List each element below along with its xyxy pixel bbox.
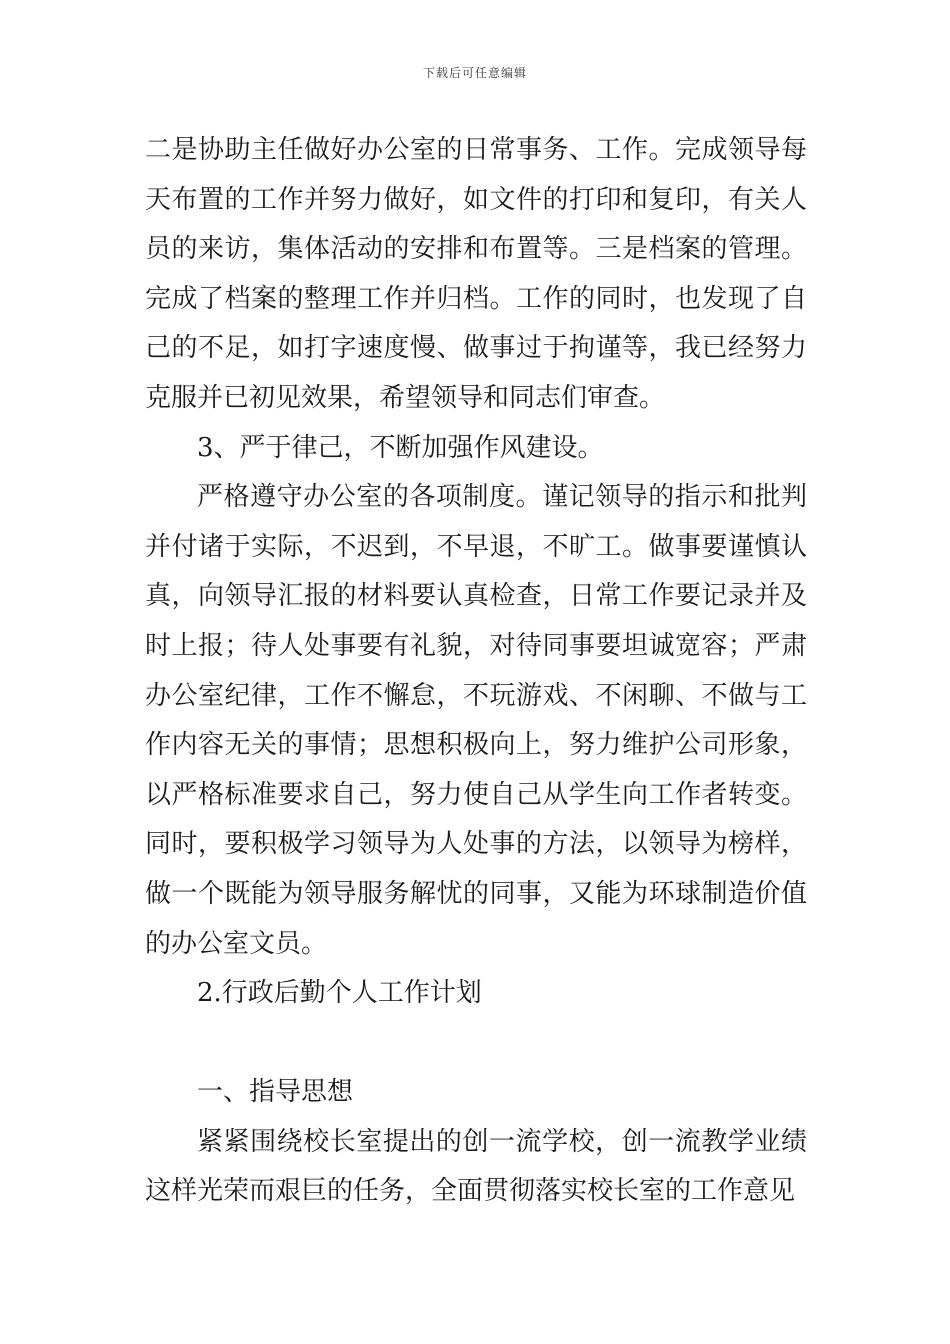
section-heading-plan: 2.行政后勤个人工作计划 bbox=[197, 978, 482, 1009]
paragraph-heading-self-discipline: 3、严于律己，不断加强作风建设。 bbox=[197, 432, 604, 463]
document-body bbox=[145, 126, 807, 1217]
page-header: 下载后可任意编辑 bbox=[422, 66, 527, 80]
paragraph-office-duties: 二是协助主任做好办公室的日常事务、工作。完成领导每天布置的工作并努力做好，如文件的打印和复印，有关人员的来访，集体活动的安排和布置等。三是档案的管理。完成了档案的整理工作并归档。工作的同时，也发现了自己的不足，如打字速度慢、做事过于拘谨等，我已经努力克服并已初见效果，希望领导和同志们审查。 bbox=[145, 135, 807, 413]
paragraph-office-rules: 严格遵守办公室的各项制度。谨记领导的指示和批判并付诸于实际，不迟到，不早退，不旷工。做事要谨慎认真，向领导汇报的材料要认真检查，日常工作要记录并及时上报；待人处事要有礼貌，对待同事要坦诚宽容；严肃办公室纪律，工作不懈怠，不玩游戏、不闲聊、不做与工作内容无关的事情；思想积极向上，努力维护公司形象，以严格标准要求自己，努力使自己从学生向工作者转变。同时，要积极学习领导为人处事的方法，以领导为榜样，做一个既能为领导服务解忧的同事，又能为环球制造价值的办公室文员。 bbox=[145, 482, 807, 959]
blank-line bbox=[145, 1019, 807, 1069]
section-heading-guiding-ideology: 一、指导思想 bbox=[197, 1077, 354, 1108]
paragraph-guiding-ideology: 紧紧围绕校长室提出的创一流学校，创一流教学业绩这样光荣而艰巨的任务，全面贯彻落实校长室的工作意见 bbox=[145, 1126, 807, 1207]
